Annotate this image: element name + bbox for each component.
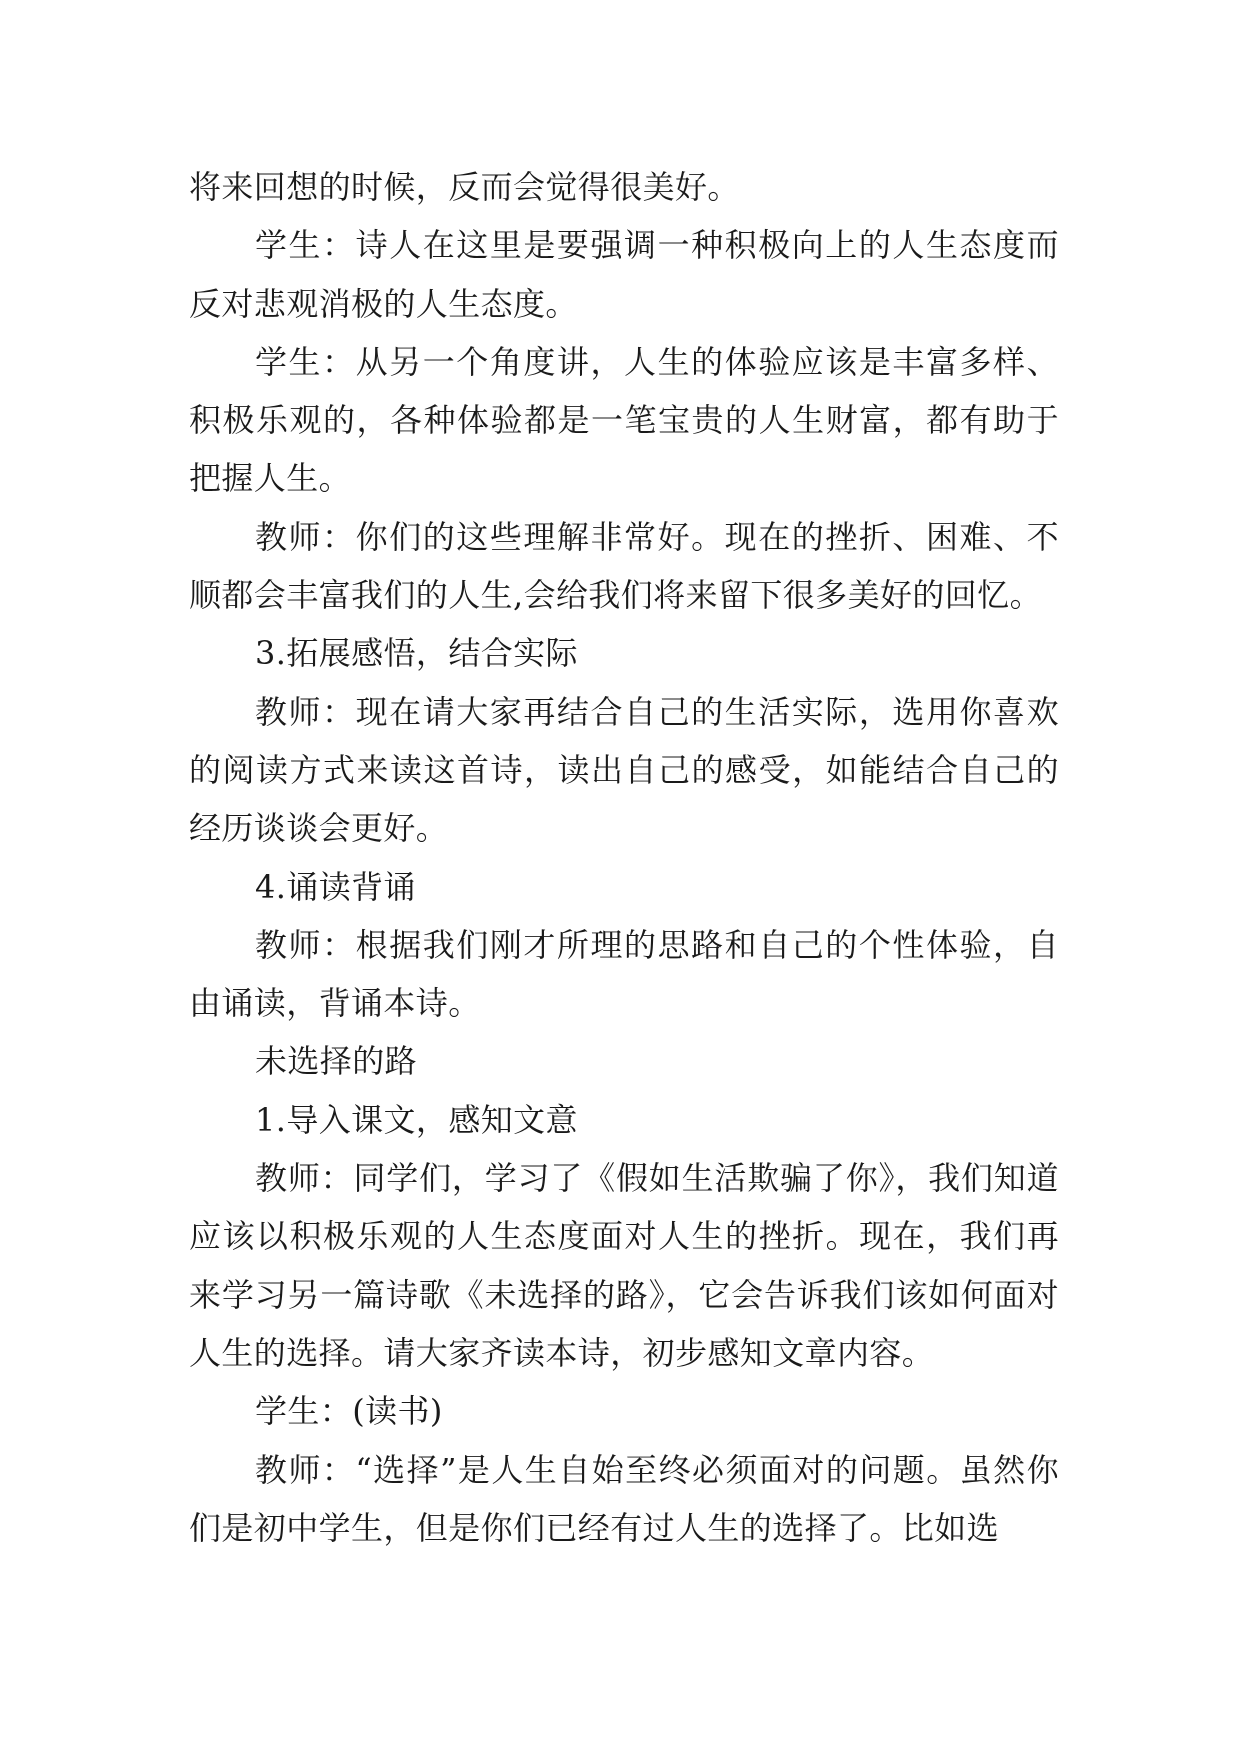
lesson-title: 未选择的路 xyxy=(255,1042,418,1081)
paragraph: 教师：你们的这些理解非常好。现在的挫折、困难、不顺都会丰富我们的人生,会给我们将来留下很多美好的回忆。 xyxy=(189,517,1059,615)
paragraph: 教师：根据我们刚才所理的思路和自己的个性体验，自由诵读，背诵本诗。 xyxy=(189,925,1059,1023)
paragraph: 教师：“选择”是人生自始至终必须面对的问题。虽然你们是初中学生，但是你们已经有过人生的选择了。比如选 xyxy=(189,1450,1059,1547)
paragraph: 将来回想的时候，反而会觉得很美好。 xyxy=(189,168,740,206)
paragraph: 教师：同学们，学习了《假如生活欺骗了你》，我们知道应该以积极乐观的人生态度面对人生的挫折。现在，我们再来学习另一篇诗歌《未选择的路》，它会告诉我们该如何面对人生的选择。请大家齐读本诗，初步感知文章内容。 xyxy=(189,1159,1059,1372)
paragraph: 学生：(读书) xyxy=(255,1392,443,1431)
paragraph: 学生：诗人在这里是要强调一种积极向上的人生态度而反对悲观消极的人生态度。 xyxy=(189,226,1059,323)
document-page xyxy=(189,158,1059,1557)
section-heading: 4.诵读背诵 xyxy=(255,867,416,906)
section-heading: 1.导入课文，感知文意 xyxy=(255,1100,578,1139)
section-heading: 3.拓展感悟，结合实际 xyxy=(255,634,578,673)
paragraph: 教师：现在请大家再结合自己的生活实际，选用你喜欢的阅读方式来读这首诗，读出自己的感受，如能结合自己的经历谈谈会更好。 xyxy=(189,692,1059,848)
paragraph: 学生：从另一个角度讲，人生的体验应该是丰富多样、积极乐观的，各种体验都是一笔宝贵的人生财富，都有助于把握人生。 xyxy=(189,342,1059,498)
